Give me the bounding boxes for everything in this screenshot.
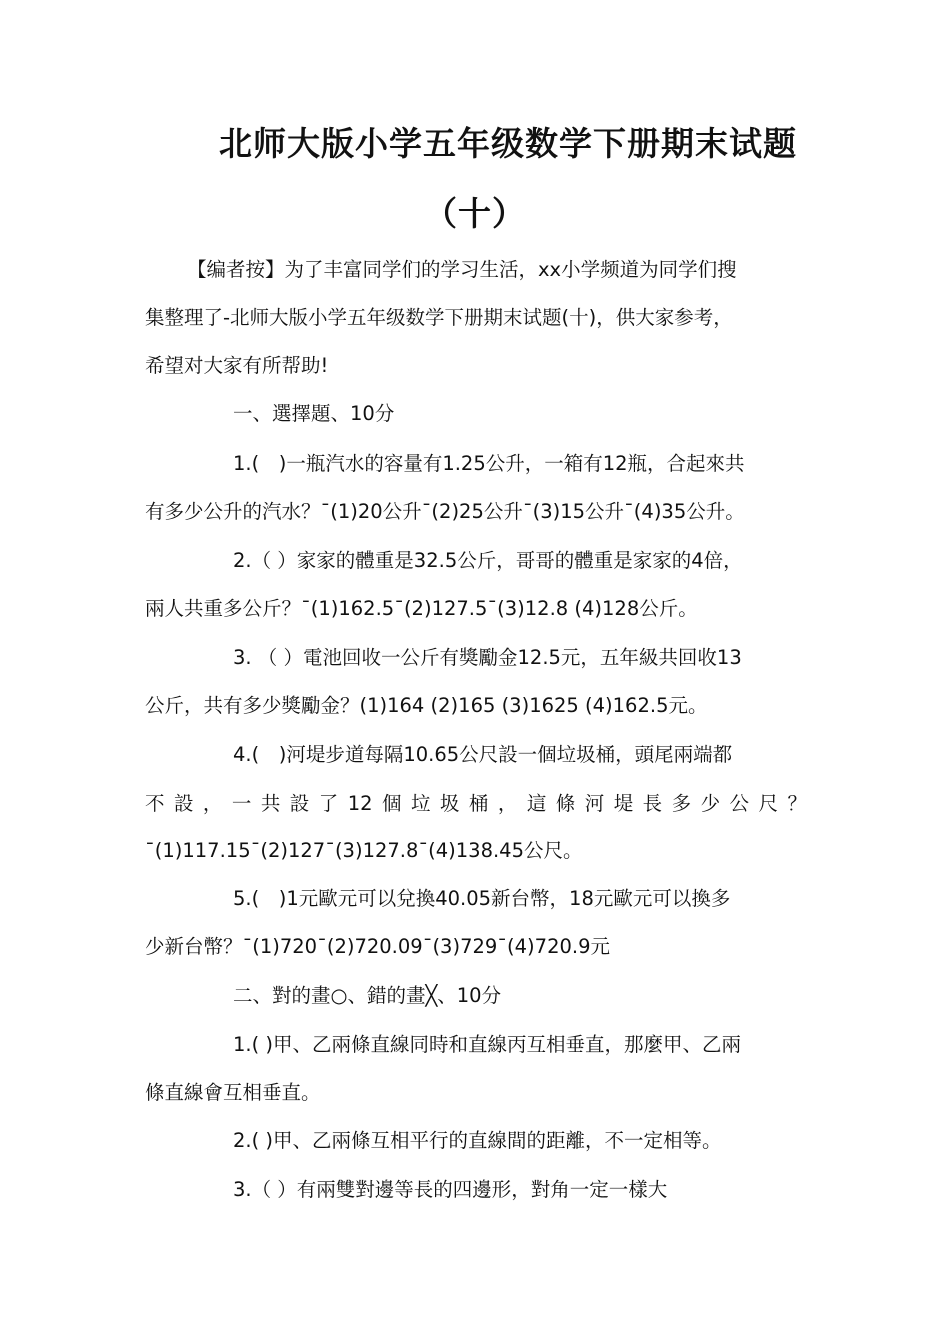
section-2-heading: 二、對的畫○、錯的畫╳、10分: [233, 984, 502, 1007]
section-1-heading: 一、選擇題、10分: [233, 402, 395, 425]
question-1-line-1: 1.( )一瓶汽水的容量有1.25公升，一箱有12瓶，合起來共: [233, 452, 745, 475]
true-false-3: 3.（ ）有兩雙對邊等長的四邊形，對角一定一樣大: [233, 1178, 668, 1201]
question-5-line-2: 少新台幣？ˉ(1)720ˉ(2)720.09ˉ(3)729ˉ(4)720.9元: [145, 935, 610, 958]
true-false-1-line-1: 1.( )甲、乙兩條直線同時和直線丙互相垂直，那麼甲、乙兩: [233, 1033, 742, 1056]
true-false-2: 2.( )甲、乙兩條互相平行的直線間的距離，不一定相等。: [233, 1129, 722, 1152]
true-false-1-line-2: 條直線會互相垂直。: [145, 1081, 321, 1104]
document-title-number: （十）: [424, 194, 526, 233]
intro-line-1: 【编者按】为了丰富同学们的学习生活，xx小学频道为同学们搜: [187, 258, 737, 281]
document-title: 北师大版小学五年级数学下册期末试题: [219, 124, 797, 163]
question-4-line-3: ˉ(1)117.15ˉ(2)127ˉ(3)127.8ˉ(4)138.45公尺。: [145, 839, 583, 862]
question-3-line-2: 公斤，共有多少獎勵金？(1)164 (2)165 (3)1625 (4)162.5元。: [145, 694, 708, 717]
question-2-line-1: 2.（ ）家家的體重是32.5公斤，哥哥的體重是家家的4倍，: [233, 549, 743, 572]
question-2-line-2: 兩人共重多公斤？ˉ(1)162.5ˉ(2)127.5ˉ(3)12.8 (4)128公斤。: [145, 597, 698, 620]
question-5-line-1: 5.( )1元歐元可以兌換40.05新台幣，18元歐元可以換多: [233, 887, 731, 910]
question-1-line-2: 有多少公升的汽水？ˉ(1)20公升ˉ(2)25公升ˉ(3)15公升ˉ(4)35公升。: [145, 500, 745, 523]
intro-line-2: 集整理了-北师大版小学五年级数学下册期末试题(十)，供大家参考，: [145, 306, 733, 329]
intro-line-3: 希望对大家有所帮助!: [145, 354, 329, 377]
question-3-line-1: 3. （ ）電池回收一公斤有獎勵金12.5元，五年級共回收13: [233, 646, 742, 669]
question-4-line-1: 4.( )河堤步道每隔10.65公尺設一個垃圾桶，頭尾兩端都: [233, 743, 733, 766]
question-4-line-2: 不設，一共設了12個垃圾桶，這條河堤長多少公尺？: [145, 792, 807, 815]
